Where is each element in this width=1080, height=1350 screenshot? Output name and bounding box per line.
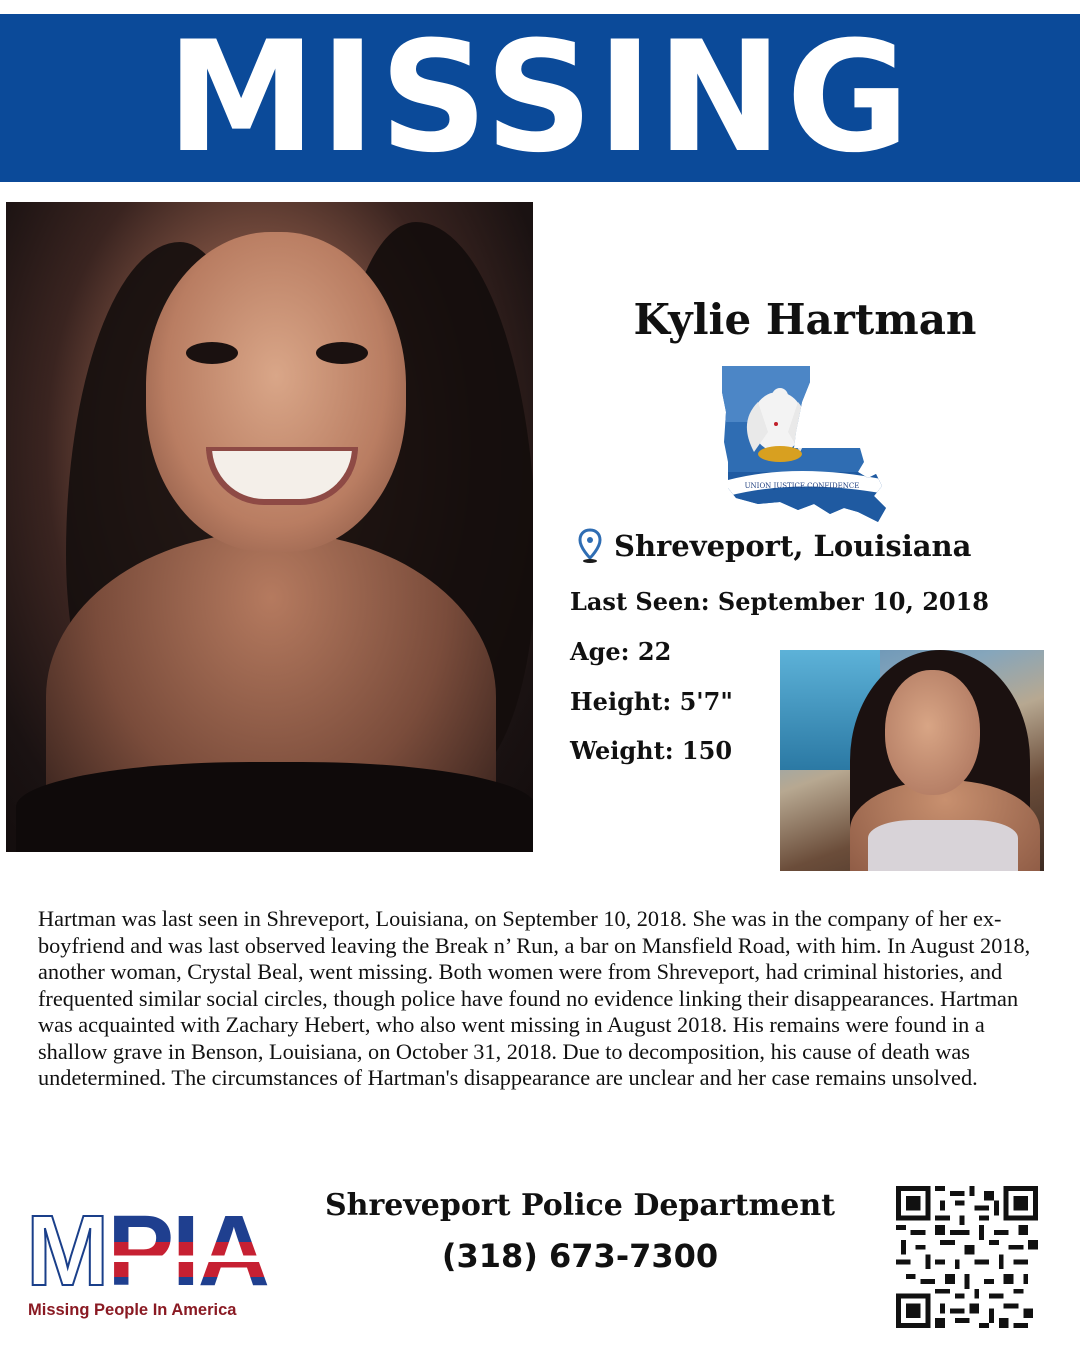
photo-face	[885, 670, 980, 795]
photo-top	[16, 762, 533, 852]
person-name: Kylie Hartman	[633, 295, 977, 344]
phone-number[interactable]: (318) 673-7300	[441, 1237, 719, 1275]
case-description: Hartman was last seen in Shreveport, Louisiana, on September 10, 2018. She was in the company of her ex-boyfriend and was last observed leaving the Break n’ Run, a bar on Mansfield Road, with him. In August 2018, another woman, Crystal Beal, went missing. Both women were from Shreveport, had criminal histories, and frequented similar social circles, though police have found no evidence linking their disappearances. Hartman was acquainted with Zachary Hebert, who also went missing in August 2018. His remains were found in a shallow grave in Benson, Louisiana, on October 31, 2018. Due to decomposition, his cause of death was undetermined. The circumstances of Hartman's disappearance are unclear and her case remains unsolved.	[38, 906, 1031, 1090]
mpia-logo	[26, 1195, 276, 1325]
logo-m: M	[26, 1195, 108, 1307]
location-text: Shreveport, Louisiana	[614, 529, 972, 563]
photo-eye-left	[186, 342, 238, 364]
photo-smile	[206, 447, 358, 505]
main-photo	[6, 202, 533, 852]
secondary-photo	[780, 650, 1044, 871]
last-seen: Last Seen: September 10, 2018	[570, 587, 990, 616]
photo-swimsuit	[868, 820, 1018, 871]
banner-title: MISSING	[166, 9, 914, 187]
photo-eye-right	[316, 342, 368, 364]
flag-motto: UNION JUSTICE CONFIDENCE	[744, 482, 860, 490]
logo-pia: PIA	[107, 1195, 269, 1307]
logo-tagline: Missing People In America	[28, 1301, 237, 1319]
height: Height: 5'7"	[570, 687, 733, 716]
location-row	[578, 528, 971, 564]
map-pin-icon	[578, 528, 602, 564]
age: Age: 22	[570, 637, 672, 666]
louisiana-flag-map	[718, 362, 893, 532]
logo-letters	[26, 1195, 269, 1307]
qr-code-icon[interactable]	[896, 1186, 1038, 1328]
missing-banner	[0, 9, 1080, 187]
photo-face	[146, 232, 406, 552]
weight: Weight: 150	[570, 736, 733, 765]
police-department: Shreveport Police Department	[324, 1188, 835, 1223]
